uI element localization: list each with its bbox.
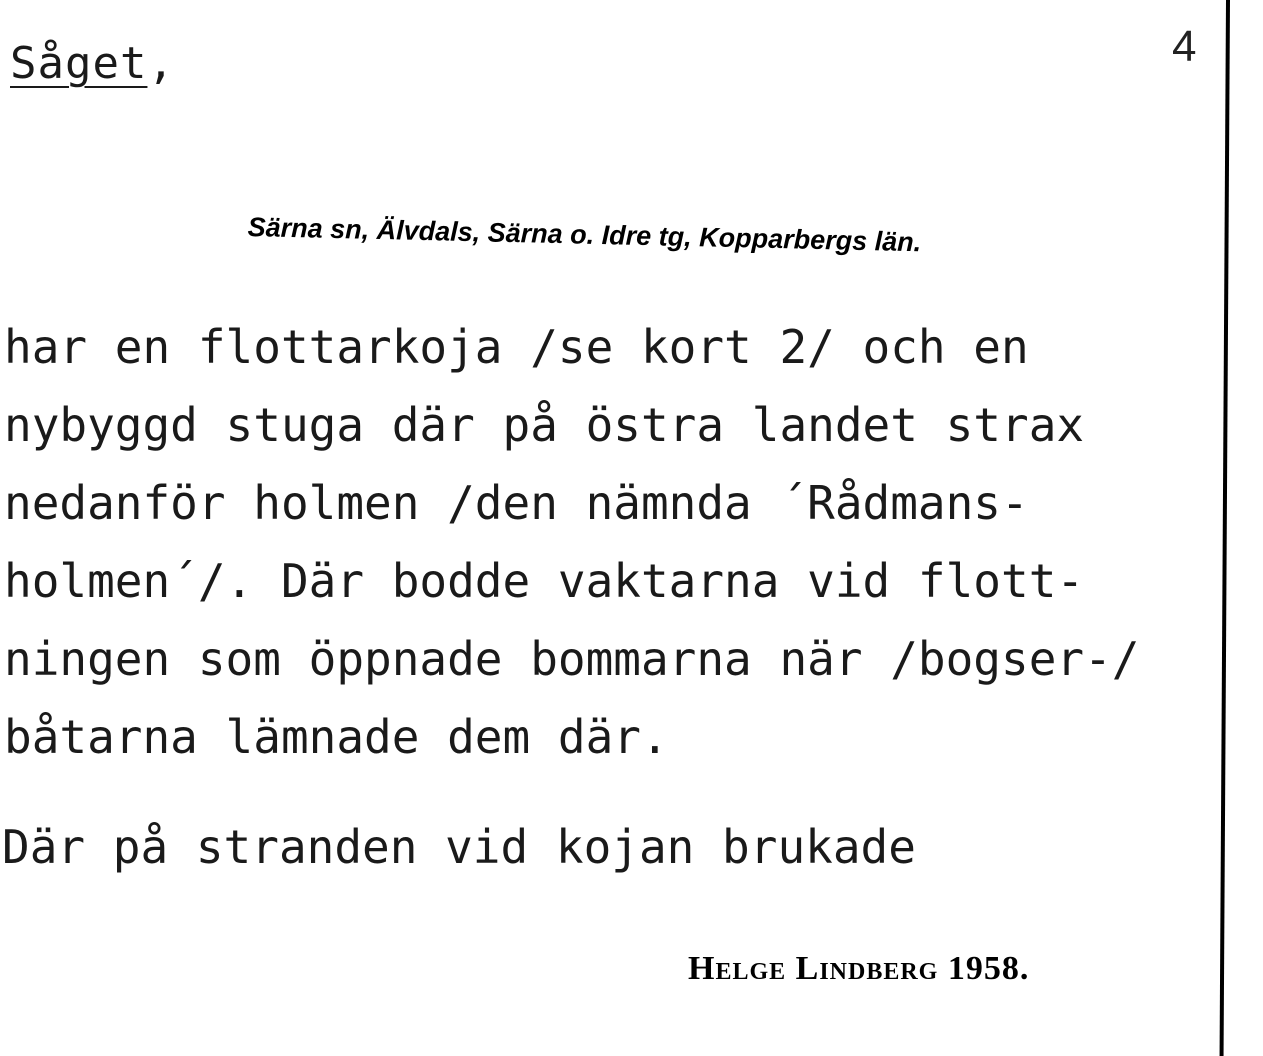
- keyword-word: Såget: [10, 38, 148, 89]
- keyword-comma: ,: [147, 38, 175, 89]
- card-keyword: [10, 38, 175, 89]
- body-line: nybyggd stuga där på östra landet strax: [4, 398, 1085, 452]
- body-line: båtarna lämnade dem där.: [4, 710, 669, 764]
- signature-stamp: Helge Lindberg 1958.: [688, 950, 1030, 987]
- body-line: nedanför holmen /den nämnda ´Rådmans-: [4, 476, 1029, 530]
- body-line: ningen som öppnade bommarna när /bogser-/: [4, 632, 1140, 686]
- card-number: 4: [1172, 22, 1197, 71]
- location-stamp: Särna sn, Älvdals, Särna o. Idre tg, Kopparbergs län.: [247, 212, 922, 258]
- card-body: [4, 308, 1219, 776]
- body-line: har en flottarkoja /se kort 2/ och en: [4, 320, 1029, 374]
- body-final-line: Där på stranden vid kojan brukade: [2, 820, 916, 874]
- body-line: holmen´/. Där bodde vaktarna vid flott-: [4, 554, 1085, 608]
- card-edge-line: [1220, 0, 1230, 1056]
